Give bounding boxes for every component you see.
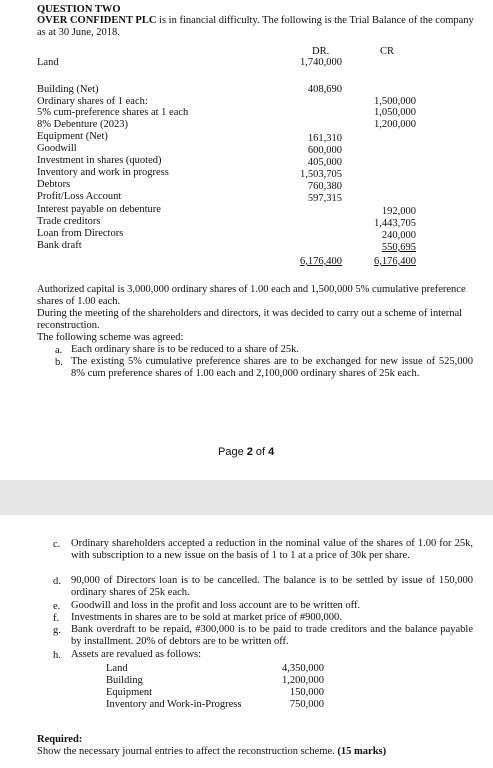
question-heading: QUESTION TWO <box>37 4 121 15</box>
revaluation-asset: Equipment <box>106 687 153 698</box>
meeting-text: During the meeting of the shareholders and directors, it was decided to carry out a scheme of internal reconstruction. <box>37 308 463 331</box>
scheme-item: Bank overdraft to be repaid, #300,000 is to be paid to trade creditors and the balance payable by installment. 20% of debtors are to be written off. <box>71 624 473 647</box>
revaluation-asset: Inventory and Work-in-Progress <box>106 699 242 710</box>
list-marker: b. <box>55 357 63 368</box>
tb-row-dr: 597,315 <box>307 193 342 204</box>
tb-row-item: 8% Debenture (2023) <box>37 119 128 130</box>
tb-row-cr: 1,500,000 <box>374 96 416 107</box>
company-name: OVER CONFIDENT PLC <box>37 15 157 26</box>
tb-row-dr: 600,000 <box>307 145 342 156</box>
tb-row-dr: 405,000 <box>307 157 342 168</box>
scheme-item: Each ordinary share is to be reduced to a share of 25k. <box>71 344 299 355</box>
tb-row-dr: 408,690 <box>307 84 342 95</box>
scheme-item: Assets are revalued as follows: <box>71 649 202 660</box>
list-marker: c. <box>53 539 61 550</box>
scheme-item: 90,000 of Directors loan is to be cancelled. The balance is to be settled by issue of 150,000 ordinary shares of 25k each. <box>71 575 473 598</box>
tb-row-cr: 1,443,705 <box>374 218 416 229</box>
authorized-capital-text: Authorized capital is 3,000,000 ordinary shares of 1.00 each and 1,500,000 5% cumulative preference shares of 1.00 each. <box>37 284 466 307</box>
revaluation-value: 750,000 <box>289 699 324 710</box>
revaluation-asset: Land <box>106 663 128 674</box>
scheme-item: Ordinary shareholders accepted a reduction in the nominal value of the shares of 1.00 for 25k, with subscription to a new issue on the basis of 1 to 1 at a price of 30k per share. <box>71 538 473 561</box>
tb-row-item: Loan from Directors <box>37 228 124 239</box>
total-cr: 6,176,400 <box>374 256 416 267</box>
tb-row-dr: 1,740,000 <box>300 57 342 68</box>
total-dr: 6,176,400 <box>300 256 342 267</box>
tb-row-cr: 240,000 <box>381 230 416 241</box>
list-marker: h. <box>53 650 61 661</box>
page-middle: of <box>252 446 269 458</box>
list-marker: d. <box>53 576 61 587</box>
tb-row-item: Building (Net) <box>37 84 99 95</box>
tb-row-item: Goodwill <box>37 143 77 154</box>
required-instruction: Show the necessary journal entries to affect the reconstruction scheme. <box>37 746 335 757</box>
list-marker: g. <box>53 625 61 636</box>
list-marker: f. <box>53 613 60 624</box>
intro-text: is in financial difficulty. The following is the Trial Balance of the company as at 30 June, 2018. <box>37 15 474 38</box>
tb-row-item: Equipment (Net) <box>37 131 108 142</box>
scheme-intro: The following scheme was agreed: <box>37 332 184 343</box>
page-prefix: Page <box>218 446 247 458</box>
tb-row-dr: 161,310 <box>307 133 342 144</box>
required-label: Required: <box>37 734 83 745</box>
tb-row-item: Land <box>37 57 59 68</box>
tb-row-item: Debtors <box>37 179 71 190</box>
scheme-item: The existing 5% cumulative preference shares are to be exchanged for new issue of 525,000 8% cum preference shares of 1.00 each and 2,100,000 ordinary shares of 25k each. <box>71 356 473 379</box>
revaluation-asset: Building <box>106 675 143 686</box>
page-indicator <box>218 446 274 458</box>
list-marker: e. <box>53 601 61 612</box>
page-total: 4 <box>268 446 275 458</box>
list-marker: a. <box>55 345 63 356</box>
tb-row-item: Investment in shares (quoted) <box>37 155 162 166</box>
dr-header: DR. <box>312 46 330 57</box>
revaluation-value: 1,200,000 <box>282 675 324 686</box>
page-current: 2 <box>246 446 253 458</box>
tb-row-item: Bank draft <box>37 240 82 251</box>
revaluation-value: 150,000 <box>289 687 324 698</box>
tb-row-item: Ordinary shares of 1 each: <box>37 96 148 107</box>
tb-row-item: Profit/Loss Account <box>37 191 122 202</box>
tb-row-dr: 1,503,705 <box>300 169 342 180</box>
tb-row-cr: 1,200,000 <box>374 119 416 130</box>
tb-row-dr: 760,380 <box>307 181 342 192</box>
page-separator <box>0 480 493 515</box>
revaluation-value: 4,350,000 <box>282 663 324 674</box>
tb-row-cr: 550,695 <box>381 242 416 253</box>
tb-row-cr: 1,050,000 <box>374 107 416 118</box>
tb-row-item: Interest payable on debenture <box>37 204 161 215</box>
required-text <box>37 746 386 757</box>
page-2 <box>0 515 493 768</box>
question-intro <box>37 15 477 39</box>
marks-label: (15 marks) <box>337 746 387 757</box>
tb-row-item: Inventory and work in progress <box>37 167 169 178</box>
scheme-item: Goodwill and loss in the profit and loss account are to be written off. <box>71 600 361 611</box>
tb-row-item: Trade creditors <box>37 216 101 227</box>
scheme-item: Investments in shares are to be sold at market price of #900,000. <box>71 612 342 623</box>
tb-row-cr: 192,000 <box>381 206 416 217</box>
tb-row-item: 5% cum-preference shares at 1 each <box>37 107 189 118</box>
cr-header: CR <box>380 46 395 57</box>
